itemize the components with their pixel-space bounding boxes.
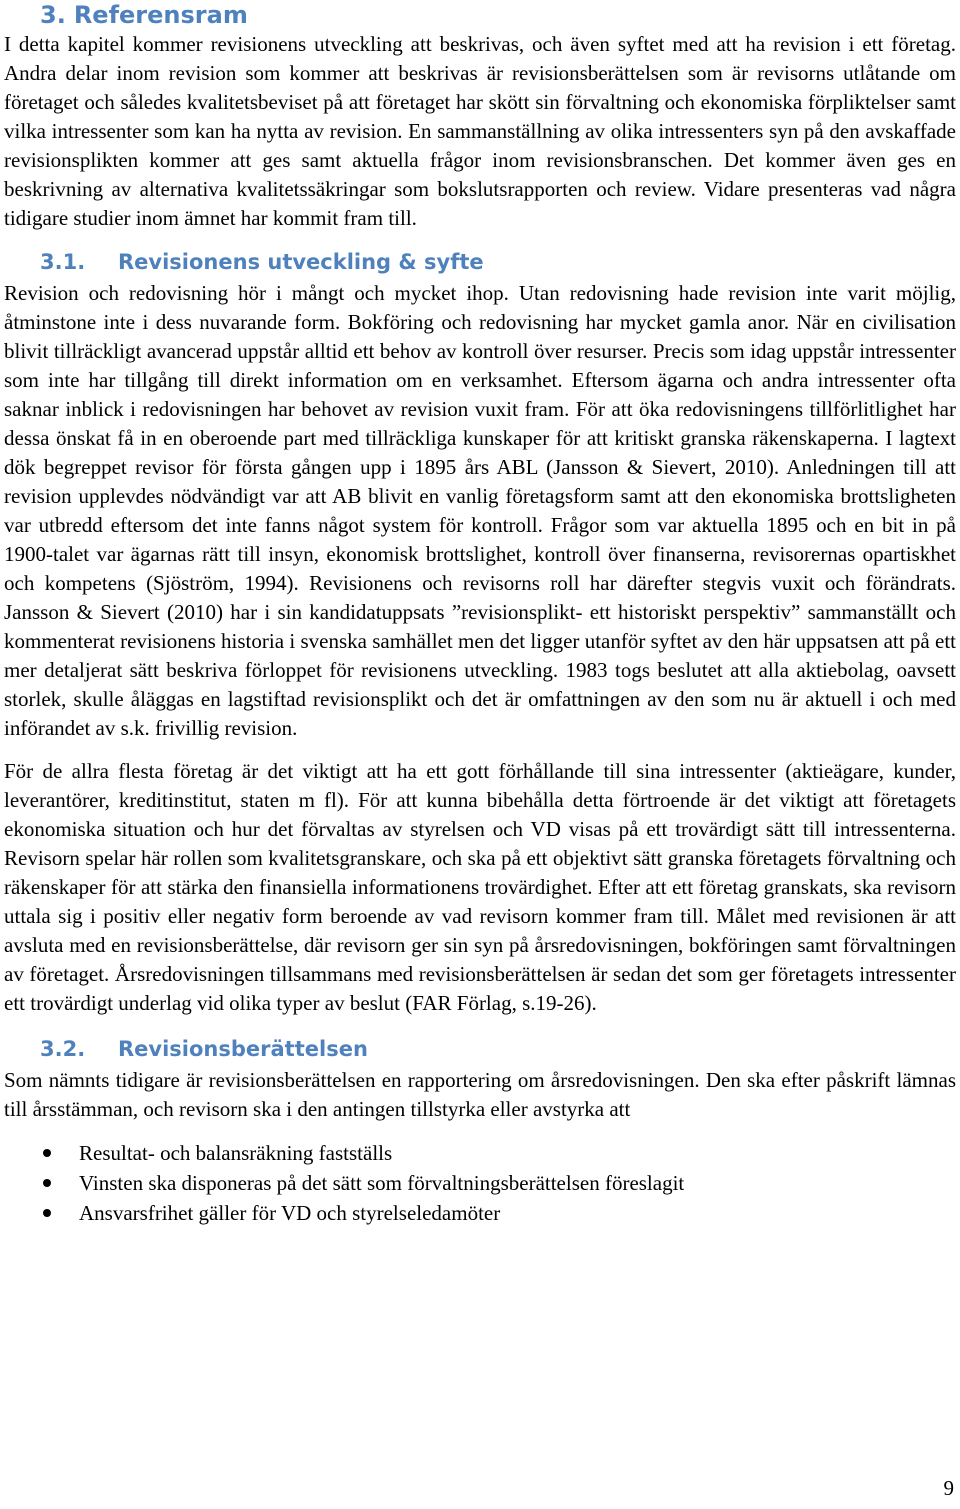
spacer [4,233,956,245]
section-title: Referensram [73,1,248,29]
list-item [4,1138,956,1168]
spacer [4,743,956,757]
page-number: 9 [943,1476,954,1500]
section-number: 3. [40,1,66,29]
spacer [4,1018,956,1032]
paragraph-revision-purpose: För de allra flesta företag är det viktigt att ha ett gott förhållande till sina intressenter (aktieägare, kunder, leverantörer, kreditinstitut, staten m fl). För att kunna bibehålla detta förtroende är det viktigt att företagets ekonomiska situation och hur det förvaltas av styrelsen och VD visas på ett trovärdigt sätt till intressenterna. Revisorn spelar här rollen som kvalitetsgranskare, och ska på ett objektivt sätt granska företagets förvaltning och räkenskaper för att stärka den finansiella informationens trovärdighet. Efter att ett företag granskats, ska revisorn uttala sig i positiv eller negativ form beroende av vad revisorn kommer fram till. Målet med revisionen är att avsluta med en revisionsberättelse, där revisorn ger sin syn på årsredovisningen, bokföringen samt förvaltningen av företaget. Årsredovisningen tillsammans med revisionsberättelsen är sedan det som ger företagets intressenter ett trovärdigt underlag vid olika typer av beslut (FAR Förlag, s.19-26). [4,759,956,1015]
subsection-heading-3-2 [4,1032,956,1066]
subsection-title: Revisionsberättelsen [118,1037,368,1061]
list-item [4,1198,956,1228]
list-item-text: Vinsten ska disponeras på det sätt som förvaltningsberättelsen föreslagit [79,1171,685,1195]
bullet-dot-icon [43,1149,51,1157]
paragraph-audit-report: Som nämnts tidigare är revisionsberättelsen en rapportering om årsredovisningen. Den ska efter påskrift lämnas till årsstämman, och revisorn ska i den antingen tillstyrka eller avstyrka att [4,1068,956,1121]
list-item-text: Resultat- och balansräkning fastställs [79,1141,393,1165]
document-page [4,0,956,1228]
subsection-title: Revisionens utveckling & syfte [118,250,484,274]
list-item-text: Ansvarsfrihet gäller för VD och styrelseledamöter [79,1201,501,1225]
subsection-heading-3-1 [4,245,956,279]
list-item [4,1168,956,1198]
section-heading [4,0,956,30]
spacer [4,1124,956,1138]
bullet-list [4,1138,956,1228]
bullet-dot-icon [43,1209,51,1217]
paragraph-revision-history: Revision och redovisning hör i mångt och mycket ihop. Utan redovisning hade revision inte varit möjlig, åtminstone inte i dess nuvarande form. Bokföring och redovisning har mycket gamla anor. När en civilisation blivit tillräckligt avancerad uppstår alltid ett behov av kontroll över resurser. Precis som idag uppstår intressenter som inte har tillgång till direkt information om en verksamhet. Eftersom ägarna och andra intressenter ofta saknar inblick i redovisningen har behovet av revision vuxit fram. För att öka redovisningens tillförlitlighet har dessa önskat få in en oberoende part med tillräckliga kunskaper för att kritiskt granska räkenskaperna. I lagtext dök begreppet revisor för första gången upp i 1895 års ABL (Jansson & Sievert, 2010). Anledningen till att revision upplevdes nödvändigt var att AB blivit en vanlig företagsform samt att den ekonomiska brottsligheten var utbredd eftersom det inte fanns något system för kontroll. Frågor som var aktuella 1895 och en bit in på 1900-talet var ägarnas rätt till insyn, ekonomisk brottslighet, kontroll över finanserna, revisorernas opartiskhet och kompetens (Sjöström, 1994). Revisionens och revisorns roll har därefter stegvis vuxit och förändrats. Jansson & Sievert (2010) har i sin kandidatuppsats ”revisionsplikt- ett historiskt perspektiv” sammanställt och kommenterat revisionens historia i svenska samhället men det ligger utanför syftet av den här uppsatsen att på ett mer detaljerat sätt beskriva förloppet för revisionens utveckling. 1983 togs beslutet att alla aktiebolag, oavsett storlek, skulle åläggas en lagstiftad revisionsplikt och det är omfattningen av den som nu är aktuell i och med införandet av s.k. frivillig revision. [4,281,956,740]
section-intro-paragraph: I detta kapitel kommer revisionens utveckling att beskrivas, och även syftet med att ha revision i ett företag. Andra delar inom revision som kommer att beskrivas är revisionsberättelsen som är revisorns utlåtande om företaget och således kvalitetsbeviset på att företaget har skött sin förvaltning och ekonomiska förpliktelser samt vilka intressenter som kan ha nytta av revision. En sammanställning av olika intressenters syn på den avskaffade revisionsplikten kommer att ges samt aktuella frågor inom revisionsbranschen. Det kommer även ges en beskrivning av alternativa kvalitetssäkringar som bokslutsrapporten och review. Vidare presenteras vad några tidigare studier inom ämnet har kommit fram till. [4,32,956,230]
subsection-number: 3.1. [40,250,86,274]
subsection-number: 3.2. [40,1037,86,1061]
bullet-dot-icon [43,1179,51,1187]
